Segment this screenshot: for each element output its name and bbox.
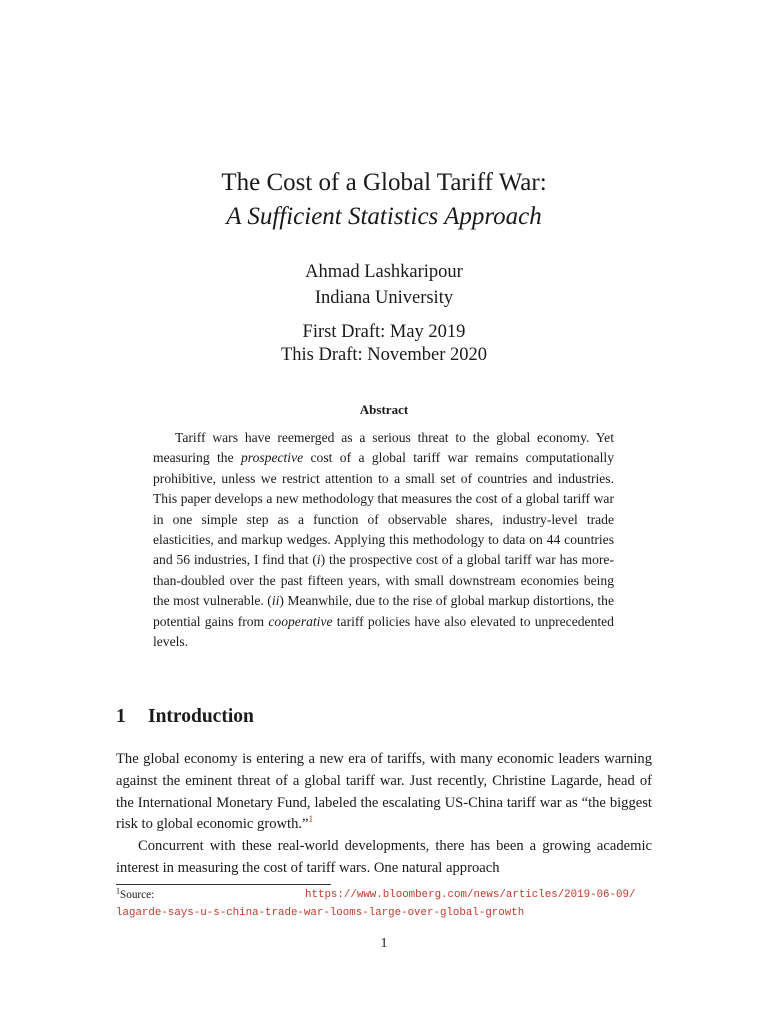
intro-paragraph-1-text: The global economy is entering a new era of tariffs, with many economic leaders warning against the eminent threat of a global tariff war. Just recently, Christine Lagarde, head of the International Monetary Fund, labeled the escalating US-China tariff war as “the biggest risk to global economic growth.” bbox=[116, 751, 652, 833]
abstract-emphasis-ii: ii bbox=[271, 593, 280, 609]
abstract-emphasis-cooperative: cooperative bbox=[268, 613, 333, 629]
abstract-text-2: cost of a global tariff war remains computationally prohibitive, unless we restrict attention to a small set of countries and industries. This paper develops a new methodology that measures the cost of a global tariff war in one simple step as a function of observable shares, industry-level trade elasticities, and markup wedges. Applying this methodology to data on 44 countries and 56 industries, I find that ( bbox=[153, 450, 615, 568]
intro-paragraph-1 bbox=[116, 749, 652, 836]
abstract-text-1: Tariff wars have reemerged as a serious threat to the global economy. Yet measuring the bbox=[153, 430, 614, 466]
footnote bbox=[116, 887, 652, 922]
abstract-body bbox=[153, 428, 614, 652]
footnote-row bbox=[116, 887, 652, 904]
abstract-emphasis-prospective: prospective bbox=[240, 450, 304, 466]
footnote-number: 1 bbox=[116, 886, 120, 896]
intro-paragraph-2: Concurrent with these real-world developments, there has been a growing academic interest in measuring the cost of tariff wars. One natural approach bbox=[116, 838, 652, 876]
introduction-body bbox=[116, 749, 652, 880]
this-draft-date: This Draft: November 2020 bbox=[280, 345, 488, 365]
abstract-text-4: ) Meanwhile, due to the rise of global markup distortions, the potential gains from bbox=[153, 593, 614, 629]
section-number: 1 bbox=[116, 706, 126, 727]
author-affiliation: Indiana University bbox=[314, 288, 454, 308]
footnote-label: Source: bbox=[120, 889, 155, 901]
section-heading bbox=[116, 706, 254, 728]
abstract-text-3: ) the prospective cost of a global tariff war has more-than-doubled over the past fifteen years, with small downstream economies being the most vulnerable. ( bbox=[153, 552, 614, 609]
footnote-mark[interactable]: 1 bbox=[308, 815, 314, 826]
abstract-text-5: tariff policies have also elevated to unprecedented levels. bbox=[153, 613, 614, 650]
first-draft-date: First Draft: May 2019 bbox=[302, 322, 466, 342]
draft-dates bbox=[0, 321, 768, 367]
abstract-paragraph bbox=[153, 428, 614, 652]
footnote-url-link[interactable]: https://www.bloomberg.com/news/articles/2019-06-09/ bbox=[305, 889, 636, 901]
paper-subtitle: A Sufficient Statistics Approach bbox=[226, 203, 542, 230]
abstract-heading: Abstract bbox=[359, 402, 409, 417]
title-block bbox=[0, 166, 768, 234]
page-number: 1 bbox=[380, 936, 388, 951]
footnote-url-link-continued[interactable]: lagarde-says-u-s-china-trade-war-looms-large-over-global-growth bbox=[116, 907, 525, 919]
abstract-emphasis-i: i bbox=[316, 552, 321, 568]
section-title: Introduction bbox=[148, 706, 254, 727]
paper-title: The Cost of a Global Tariff War: bbox=[221, 169, 547, 196]
author-name: Ahmad Lashkaripour bbox=[305, 262, 463, 282]
footnote-divider bbox=[116, 884, 331, 885]
author-block bbox=[0, 259, 768, 311]
